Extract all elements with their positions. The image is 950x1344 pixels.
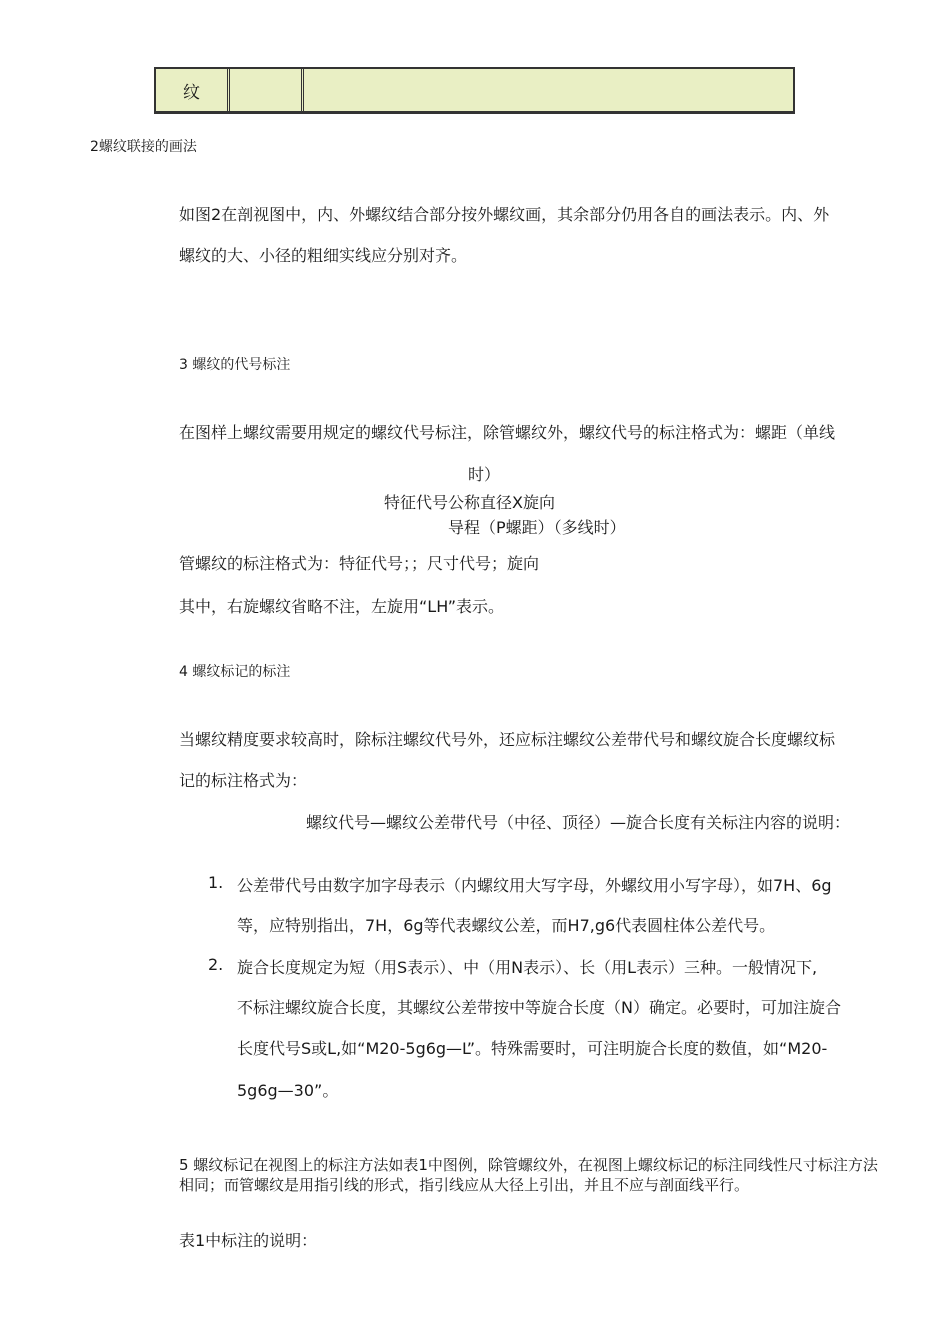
thread-code-format-line: 导程（P螺距）（多线时） xyxy=(448,518,626,537)
section-4-body-line: 记的标注格式为： xyxy=(179,771,308,790)
thread-code-format-line: 特征代号公称直径X旋向 xyxy=(384,493,555,512)
table-1-note: 表1中标注的说明： xyxy=(179,1231,318,1250)
list-item-line: 等，应特别指出，7H，6g等代表螺纹公差，而H7,g6代表圆柱体公差代号。 xyxy=(237,916,776,935)
list-item-line: 长度代号S或L,如“M20-5g6g—L”。特殊需要时，可注明旋合长度的数值，如“M20- xyxy=(237,1039,828,1058)
thread-mark-format: 螺纹代号—螺纹公差带代号（中径、顶径）—旋合长度有关标注内容的说明： xyxy=(306,813,851,832)
list-item-number: 2. xyxy=(208,955,224,974)
section-4-body-line: 当螺纹精度要求较高时，除标注螺纹代号外，还应标注螺纹公差带代号和螺纹旋合长度螺纹标 xyxy=(179,730,836,749)
section-4-heading: 4 螺纹标记的标注 xyxy=(179,664,291,680)
list-item-line: 公差带代号由数字加字母表示（内螺纹用大写字母，外螺纹用小写字母），如7H、6g xyxy=(237,876,832,895)
direction-note: 其中，右旋螺纹省略不注，左旋用“LH”表示。 xyxy=(179,597,505,616)
thread-table-fragment xyxy=(154,67,795,114)
section-2-body-line: 螺纹的大、小径的粗细实线应分别对齐。 xyxy=(179,246,468,265)
list-item-line: 5g6g—30”。 xyxy=(237,1081,339,1100)
section-2-body-line: 如图2在剖视图中，内、外螺纹结合部分按外螺纹画，其余部分仍用各自的画法表示。内、外 xyxy=(179,205,830,224)
list-item-line: 不标注螺纹旋合长度，其螺纹公差带按中等旋合长度（N）确定。必要时，可加注旋合 xyxy=(237,998,841,1017)
list-item-line: 旋合长度规定为短（用S表示）、中（用N表示）、长（用L表示）三种。一般情况下, xyxy=(237,958,818,977)
list-item-number: 1. xyxy=(208,873,224,892)
table-cell: 纹 xyxy=(156,69,230,111)
pipe-thread-format: 管螺纹的标注格式为：特征代号；；尺寸代号；旋向 xyxy=(179,554,540,573)
section-5-body: 5 螺纹标记在视图上的标注方法如表1中图例，除管螺纹外，在视图上螺纹标记的标注同线性尺寸标注方法相同；而管螺纹是用指引线的形式，指引线应从大径上引出，并且不应与剖面线平行。 xyxy=(179,1156,878,1194)
section-2-heading: 2螺纹联接的画法 xyxy=(90,139,197,155)
table-cell xyxy=(304,69,793,111)
section-3-heading: 3 螺纹的代号标注 xyxy=(179,357,291,373)
section-3-body-line: 时） xyxy=(468,465,501,484)
section-3-body-line: 在图样上螺纹需要用规定的螺纹代号标注，除管螺纹外，螺纹代号的标注格式为：螺距（单线 xyxy=(179,423,836,442)
table-cell xyxy=(230,69,304,111)
